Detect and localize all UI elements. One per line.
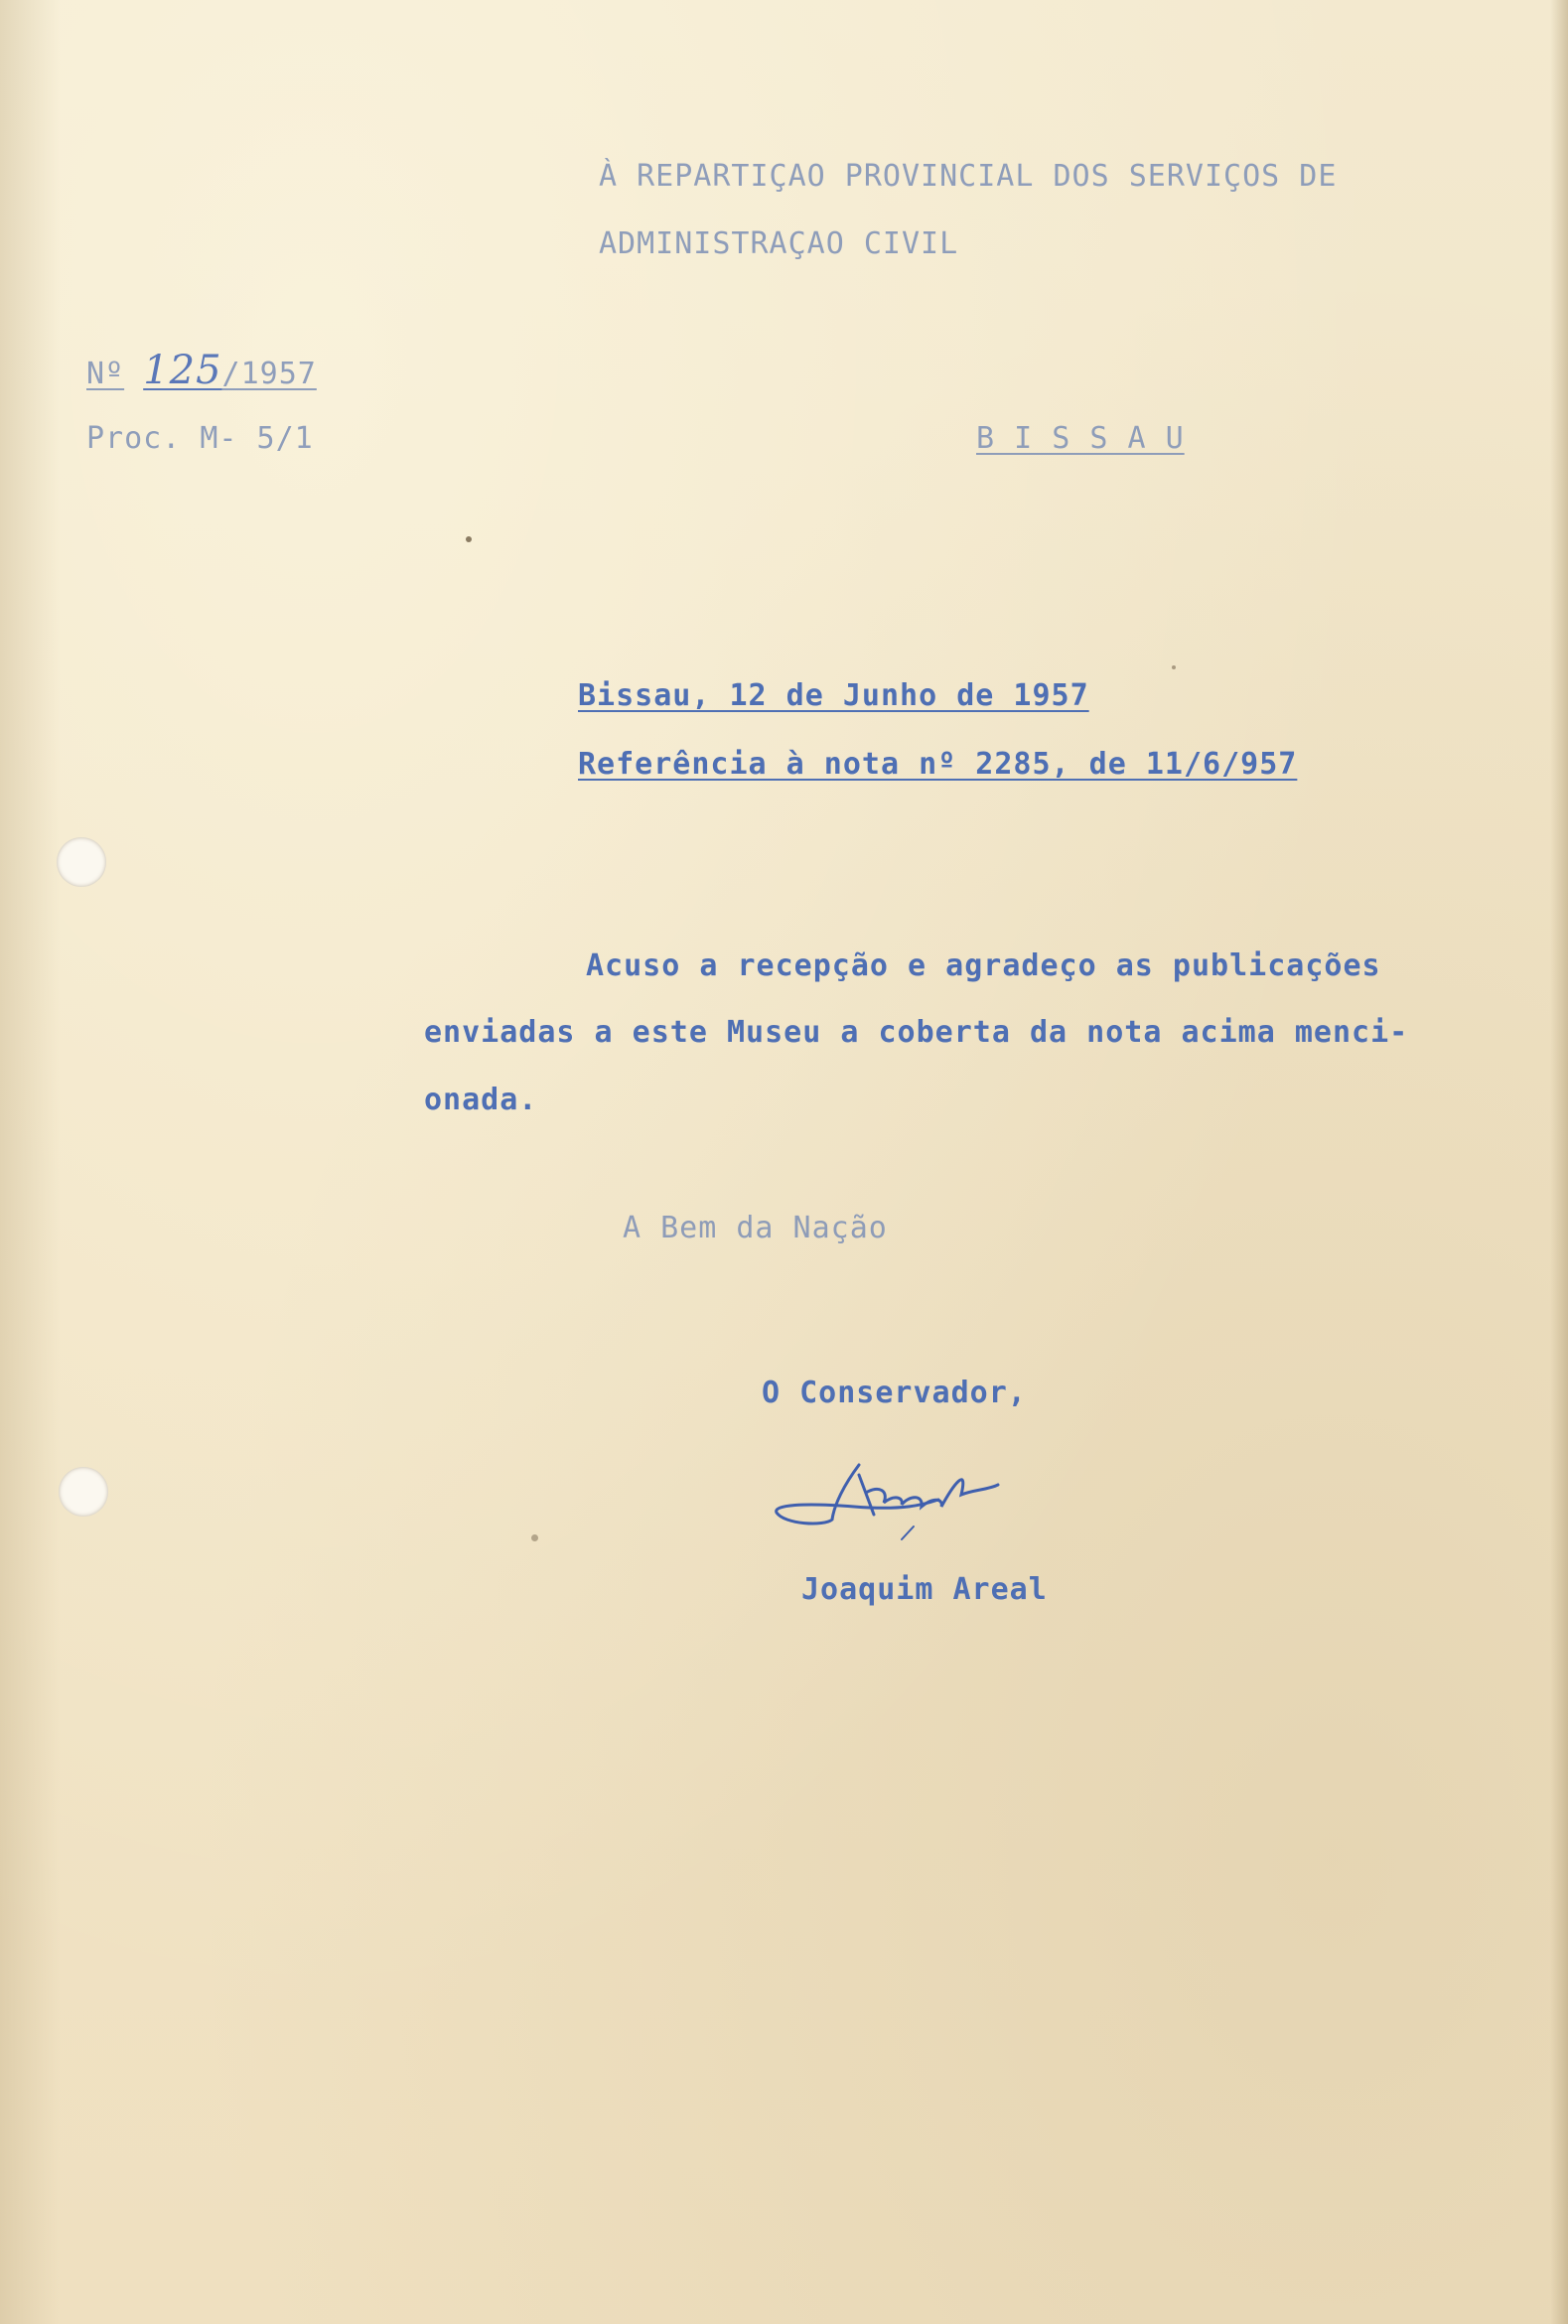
handwritten-signature bbox=[765, 1445, 1072, 1554]
city-heading: B I S S A U bbox=[976, 421, 1185, 456]
addressee-line-2: ADMINISTRAÇAO CIVIL bbox=[599, 226, 959, 261]
reference-number-handwritten: 125 bbox=[143, 348, 222, 393]
addressee-line-1: À REPARTIÇAO PROVINCIAL DOS SERVIÇOS DE bbox=[599, 159, 1338, 194]
signature-name: Joaquim Areal bbox=[801, 1572, 1048, 1607]
paper-speck bbox=[531, 1534, 538, 1541]
signature-title: O Conservador, bbox=[762, 1376, 1027, 1410]
punch-hole-bottom bbox=[59, 1467, 108, 1517]
process-number: Proc. M- 5/1 bbox=[86, 421, 314, 456]
body-line-3: onada. bbox=[424, 1083, 538, 1117]
body-line-1: Acuso a recepção e agradeço as publicações bbox=[586, 948, 1381, 983]
body-line-2: enviadas a este Museu a coberta da nota acima menci- bbox=[424, 1015, 1409, 1050]
paper-speck bbox=[466, 536, 472, 542]
paper-speck bbox=[1172, 665, 1176, 669]
right-edge-shadow bbox=[1550, 0, 1568, 2324]
closing-salutation: A Bem da Nação bbox=[623, 1211, 888, 1245]
reference-number-prefix: Nº bbox=[86, 357, 125, 391]
reference-number bbox=[86, 348, 317, 393]
left-edge-shadow bbox=[0, 0, 60, 2324]
reference-number-year: /1957 bbox=[221, 357, 317, 391]
punch-hole-top bbox=[57, 837, 106, 887]
reference-line: Referência à nota nº 2285, de 11/6/957 bbox=[578, 747, 1298, 782]
date-line: Bissau, 12 de Junho de 1957 bbox=[578, 678, 1089, 713]
